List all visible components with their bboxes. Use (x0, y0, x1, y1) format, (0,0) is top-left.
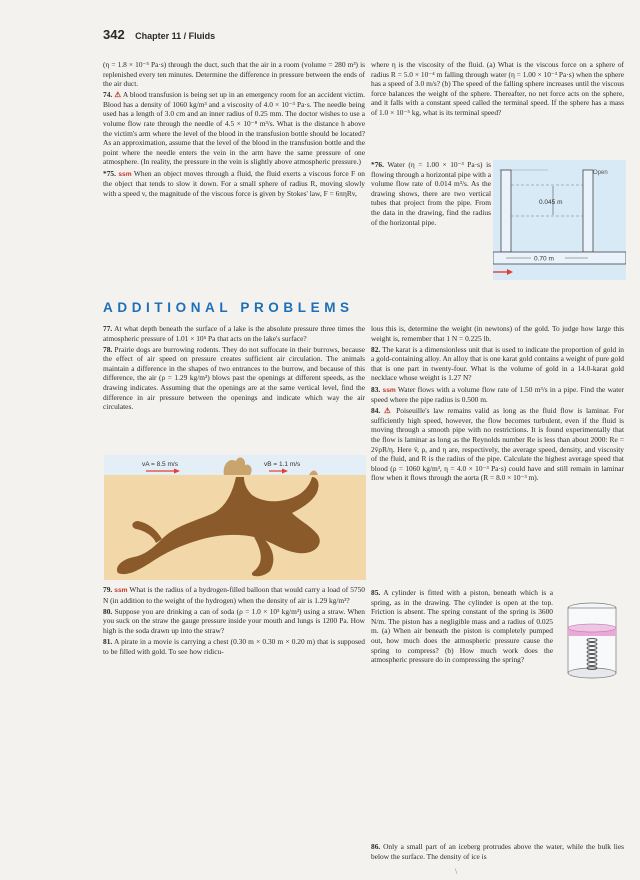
problem-81 (103, 637, 365, 656)
cylinder-piston-figure (562, 600, 622, 685)
ssm-badge: ssm (118, 170, 132, 178)
cylinder-body (568, 608, 616, 673)
problem-text: Water (η = 1.00 × 10⁻³ Pa·s) is flowing through a horizontal pipe with a volume flow rate of 0.014 m³/s. As the drawing shows, there are two vertical tubes that project from the pipe. From the data in the drawing, find the radius of the horizontal pipe. (371, 160, 491, 227)
problem-82 (371, 345, 624, 383)
va-label: vA = 8.5 m/s (142, 461, 178, 468)
problem-78 (103, 345, 365, 412)
problem-text: What is the radius of a hydrogen-filled balloon that would carry a load of 5750 N (in addition to the weight of the hydrogen) when the density of air is 1.29 kg/m³? (103, 585, 365, 605)
problem-80 (103, 607, 365, 636)
problem-84 (371, 406, 624, 483)
problem-number: 74. (103, 90, 113, 100)
problem-81-continued: lous this is, determine the weight (in newtons) of the gold. To judge how large this weight is, remember that 1 N = 0.225 lb. (371, 324, 624, 343)
problem-text: When an object moves through a fluid, the fluid exerts a viscous force F on the object that tends to slow it down. For a small sphere of radius R, moving slowly with a speed v, the magnitude of the viscous force is given by Stokes' law, F = 6πηRv, (103, 168, 366, 198)
bottom-left-column-top (103, 324, 365, 413)
pipe-figure (493, 160, 626, 280)
scan-mark: \ (455, 867, 458, 876)
problem-text: Suppose you are drinking a can of soda (ρ = 1.0 × 10³ kg/m³) using a straw. When you suck on the straw the gauge pressure inside your mouth and lungs is 1200 Pa. How high is the soda drawn up into the straw? (103, 606, 366, 635)
ssm-badge: ssm (114, 587, 128, 594)
page-number: 342 (103, 27, 125, 42)
problem-79 (103, 585, 365, 605)
problem-76 (371, 160, 491, 229)
problem-74 (103, 90, 365, 167)
length-label: 0.70 m (534, 255, 554, 263)
problem-text: Poiseuille's law remains valid as long as the fluid flow is laminar. For sufficiently high speed, however, the flow becomes turbulent, even if the fluid is moving through a smooth pipe with no restrictions. It is found experimentally that the flow is laminar as long as the Reynolds number Re is less than about 2000: Re = 2v̄ρR/η. Here v̄, ρ, and η are, respectively, the average speed, density, and viscosity of the fluid, and R is the radius of the pipe. Calculate the highest average speed that blood (ρ = 1060 kg/m³, η = 4.0 × 10⁻³ Pa·s) could have and still remain in laminar flow when it flows through the aorta (R = 8.0 × 10⁻³ m). (371, 406, 624, 483)
right-vertical-tube (583, 170, 593, 252)
problem-77 (103, 324, 365, 343)
problem-number: *76. (371, 160, 384, 169)
problem-text: A pirate in a movie is carrying a chest (0.30 m × 0.30 m × 0.20 m) that is supposed to be filled with gold. To see how ridicu- (103, 636, 365, 656)
problem-83 (371, 385, 624, 405)
problem-text: The karat is a dimensionless unit that is used to indicate the proportion of gold in a gold-containing alloy. An alloy that is one karat gold contains a weight of pure gold that is one part in twenty-four. What is the volume of gold in a 14.0-karat gold necklace whose weight is 1.27 N? (371, 344, 624, 383)
chapter-title: Chapter 11 / Fluids (135, 31, 216, 41)
problem-number: 84. (371, 406, 381, 416)
problem-text: Prairie dogs are burrowing rodents. They do not suffocate in their burrows, because the effect of air speed on pressure creates sufficient air circulation. The animals maintain a difference in the shapes of two entrances to the burrow, and because of this difference, the air (ρ = 1.29 kg/m³) blows past the openings at different speeds, as the drawing indicates. Assuming that the openings are at the same vertical level, find the difference in air pressure between the openings and indicate which way the air circulates. (103, 344, 365, 412)
problem-75 (103, 169, 365, 199)
problem-number: 78. (103, 344, 113, 354)
problem-number: *75. (103, 168, 116, 178)
problem-number: 86. (371, 842, 381, 851)
prairie-dog-burrow-figure (104, 455, 366, 580)
left-vertical-tube (501, 170, 511, 252)
vb-label: vB = 1.1 m/s (264, 461, 301, 468)
problem-number: 79. (103, 585, 113, 594)
top-left-column (103, 60, 365, 200)
problem-85 (371, 588, 553, 666)
height-label: 0.045 m (539, 199, 563, 206)
problem-text: A blood transfusion is being set up in an emergency room for an accident victim. Blood has a density of 1060 kg/m³ and a viscosity of 4.0 × 10⁻³ Pa·s. The needle being used has a length of 3.0 cm and an inner radius of 0.25 mm. The doctor wishes to use a volume flow rate through the needle of 4.5 × 10⁻⁸ m³/s. What is the distance h above the victim's arm where the level of the blood in the transfusion bottle should be located? As an approximation, assume that the level of the blood in the transfusion bottle and the point where the needle enters the vein in the arm have the same pressure of one atmosphere. (In reality, the pressure in the vein is slightly above atmospheric pressure.) (103, 90, 365, 167)
problem-number: 81. (103, 636, 113, 646)
page-header (103, 26, 215, 44)
problem-text: Only a small part of an iceberg protrudes above the water, while the bulk lies below the surface. The density of ice is (371, 842, 624, 861)
piston-top (568, 624, 616, 632)
open-label: Open (593, 170, 608, 176)
problem-number: 80. (103, 606, 113, 616)
problem-text: Water flows with a volume flow rate of 1.50 m³/s in a pipe. Find the water speed where the pipe radius is 0.500 m. (371, 384, 624, 405)
problem-number: 85. (371, 588, 381, 597)
problem-text: A cylinder is fitted with a piston, beneath which is a spring, as in the drawing. The cylinder is open at the top. Friction is absent. The spring constant of the spring is 3600 N/m. The piston has a negligible mass and a radius of 0.025 m. (a) When air beneath the piston is completely pumped out, how much does the atmospheric pressure cause the spring to compress? (b) How much work does the atmospheric pressure do in compressing the spring? (371, 588, 553, 665)
problem-number: 77. (103, 324, 113, 333)
ssm-badge: ssm (382, 386, 396, 394)
section-title: ADDITIONAL PROBLEMS (103, 300, 354, 315)
problem-86 (371, 842, 624, 863)
bottom-right-column (371, 324, 624, 485)
problem-number: 83. (371, 384, 381, 394)
top-right-column (371, 60, 624, 119)
biomedical-icon: ⚠ (114, 90, 122, 100)
problem-75-continued: where η is the viscosity of the fluid. (a) What is the viscous force on a sphere of radius R = 5.0 × 10⁻⁴ m falling through water (η = 1.00 × 10⁻³ Pa·s) when the sphere has a speed of 3.0 m/s? (b) The speed of the falling sphere increases until the viscous force balances the weight of the sphere. Thereafter, no net force acts on the sphere, and it falls with a constant speed called the terminal speed. If the sphere has a mass of 1.0 × 10⁻⁵ kg, what is its terminal speed? (371, 60, 624, 117)
problem-73-continued: (η = 1.8 × 10⁻⁵ Pa·s) through the duct, such that the air in a room (volume = 280 m³) is replenished every ten minutes. Determine the difference in pressure between the ends of the air duct. (103, 60, 365, 89)
biomedical-icon: ⚠ (383, 406, 393, 416)
problem-number: 82. (371, 344, 381, 354)
bottom-left-column-bottom (103, 585, 365, 658)
problem-text: At what depth beneath the surface of a lake is the absolute pressure three times the atmospheric pressure of 1.01 × 10⁵ Pa that acts on the lake's surface? (103, 324, 365, 343)
